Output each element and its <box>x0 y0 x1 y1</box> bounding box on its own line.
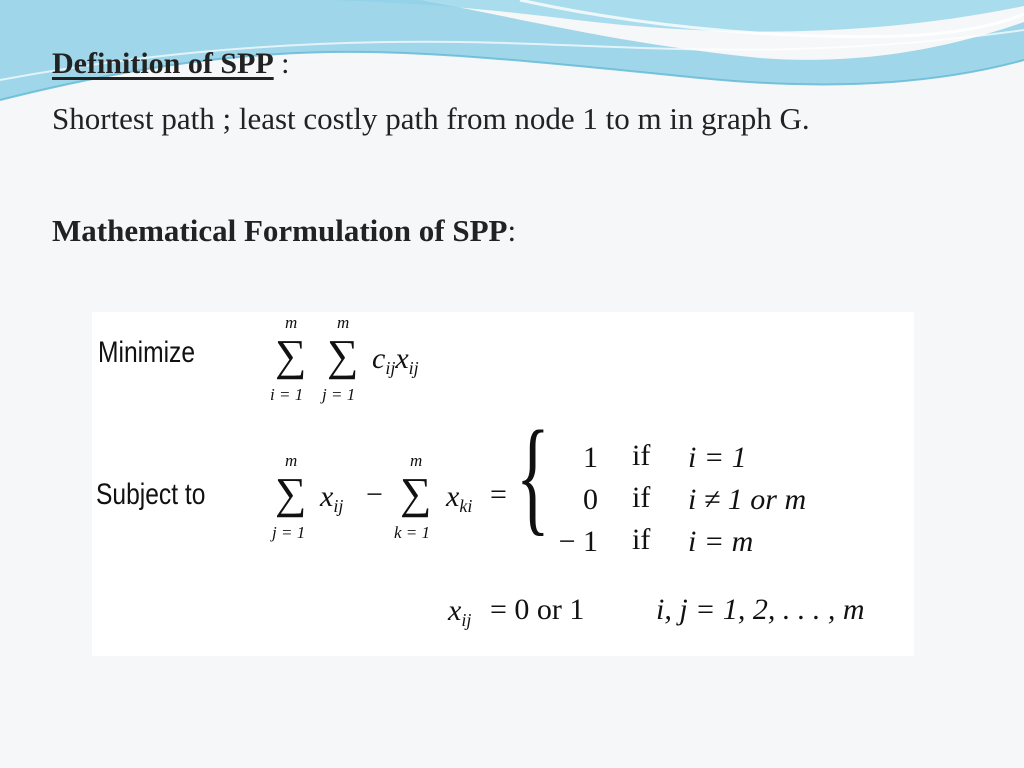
domain-value: = 0 or 1 <box>490 593 585 626</box>
constraint-minus: − <box>366 478 383 511</box>
definition-text: Shortest path ; least costly path from node 1 to m in graph G. <box>52 101 810 136</box>
constraint-sum2-bottom: k = 1 <box>394 523 431 542</box>
objective-sum2-sigma: ∑ <box>327 331 359 380</box>
case-3-if: if <box>632 523 651 556</box>
formulation-heading <box>52 210 516 252</box>
constraint-sum1-top: m <box>285 451 298 470</box>
objective-sum1-bottom: i = 1 <box>270 385 304 404</box>
constraint-term2: $x_{ki}$ <box>446 480 473 516</box>
formula-panel <box>92 312 914 656</box>
constraint-term1: $x_{ij}$ <box>320 480 344 516</box>
domain-indices: i, j = 1, 2, . . . , m <box>656 593 865 626</box>
case-3-condition: i = m <box>688 525 754 558</box>
constraint-equals: = <box>490 478 507 511</box>
objective-term: $c_{ij}x_{ij}$ <box>372 342 419 378</box>
objective-label: Minimize <box>98 336 196 369</box>
formulation-heading-suffix: : <box>507 213 517 248</box>
case-3-value: − 1 <box>558 525 598 558</box>
constraint-sum1-sigma: ∑ <box>275 469 307 518</box>
case-1-value: 1 <box>583 441 598 474</box>
constraint-label: Subject to <box>96 478 206 511</box>
objective-sum2-top: m <box>337 313 350 332</box>
formulation-heading-bold: Mathematical Formulation of SPP <box>52 213 508 248</box>
objective-sum2-bottom: j = 1 <box>322 385 356 404</box>
objective-sum1-top: m <box>285 313 298 332</box>
case-2-condition: i ≠ 1 or m <box>688 483 807 516</box>
constraint-sum2-sigma: ∑ <box>400 469 432 518</box>
domain-variable: $x_{ij}$ <box>448 594 472 630</box>
case-2-if: if <box>632 481 651 514</box>
objective-sum1-sigma: ∑ <box>275 331 307 380</box>
definition-heading <box>52 44 290 84</box>
case-2-value: 0 <box>583 483 598 516</box>
cases-brace: { <box>516 405 550 547</box>
definition-title-suffix: : <box>273 47 290 80</box>
case-1-if: if <box>632 439 651 472</box>
case-1-condition: i = 1 <box>688 441 747 474</box>
constraint-sum2-top: m <box>410 451 423 470</box>
constraint-sum1-bottom: j = 1 <box>272 523 306 542</box>
definition-title: Definition of SPP <box>52 47 274 80</box>
